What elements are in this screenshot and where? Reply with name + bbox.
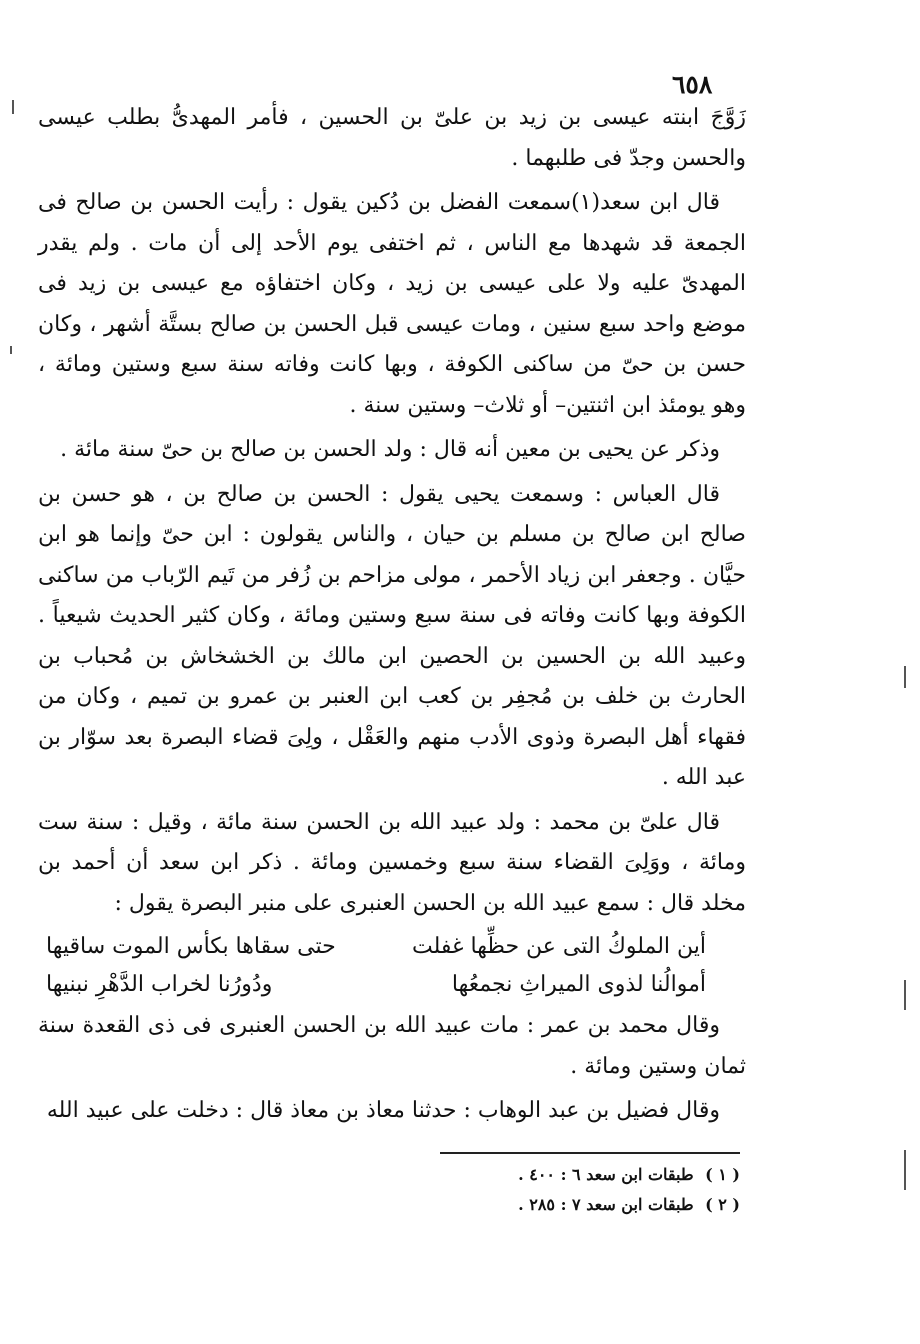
footnote-text: طبقات ابن سعد ٧ : ٢٨٥ . — [518, 1195, 694, 1214]
scan-margin-mark — [10, 346, 12, 354]
verse-second-hemistich: حتى سقاها بكأس الموت ساقيها — [46, 934, 336, 959]
scan-margin-mark — [904, 980, 906, 1010]
verse-first-hemistich: أين الملوكُ التى عن حظِّها غفلت — [412, 934, 706, 959]
scan-margin-mark — [904, 666, 906, 688]
footnote-mark: ( ١ ) — [705, 1165, 740, 1184]
footnote — [440, 1190, 740, 1220]
paragraph: وقال فضيل بن عبد الوهاب : حدثنا معاذ بن معاذ قال : دخلت على عبيد الله — [46, 1098, 720, 1123]
main-text — [38, 98, 746, 1132]
verse-first-hemistich: أموالُنا لذوى الميراثِ نجمعُها — [451, 972, 706, 997]
page-number: ٦٥٨ — [672, 70, 713, 99]
paragraph: قال ابن سعد(١)سمعت الفضل بن دُكين يقول : رأيت الحسن بن صالح فى الجمعة قد شهدها مع الناس ، ثم اختفى يوم الأحد إلى أن مات . ولم يقدر المهدىّ عليه ولا على عيسى بن زيد ، وكان اختفاؤه مع عيسى بن زيد فى موضع واحد سبع سنين ، ومات عيسى قبل الحسن بن صالح بستَّة أشهر ، وكان حسن بن حىّ من ساكنى الكوفة ، وبها كانت وفاته سنة سبع وستين ومائة ، وهو يومئذ ابن اثنتين– أو ثلاث– وستين سنة . — [38, 190, 747, 418]
poem — [38, 928, 746, 1004]
scan-margin-mark — [904, 1150, 906, 1190]
paragraph: قال العباس : وسمعت يحيى يقول : الحسن بن صالح بن ، هو حسن بن صالح ابن صالح بن مسلم بن حيان ، والناس يقولون : ابن حىّ وإنما هو ابن حيَّان . وجعفر ابن زياد الأحمر ، مولى مزاحم بن زُفر من تَيم الرّباب من ساكنى الكوفة وبها كانت وفاته فى سنة سبع وستين ومائة ، وكان كثير الحديث شيعياً . وعبيد الله بن الحسين بن الحصين ابن مالك بن الخشخاش بن مُحباب بن الحارث بن خلف بن مُجفِر بن كعب ابن العنبر بن عمرو بن تميم ، وكان من فقهاء أهل البصرة وذوى الأدب منهم والعَقْل ، ولِىَ قضاء البصرة بعد سوّار بن عبد الله . — [38, 481, 746, 790]
paragraph: قال علىّ بن محمد : ولد عبيد الله بن الحسن سنة مائة ، وقيل : سنة ست ومائة ، ووَلِىَ القضاء سنة سبع وخمسين ومائة . ذكر ابن سعد أن أحمد بن مخلد قال : سمع عبيد الله بن الحسن العنبرى على منبر البصرة يقول : — [38, 809, 746, 916]
footnote — [440, 1160, 740, 1190]
footnote-text: طبقات ابن سعد ٦ : ٤٠٠ . — [518, 1165, 694, 1184]
poem-verse — [38, 966, 746, 1004]
footnote-divider — [440, 1152, 740, 1154]
paragraph: وذكر عن يحيى بن معين أنه قال : ولد الحسن بن صالح بن حىّ سنة مائة . — [60, 437, 720, 462]
scan-margin-mark — [12, 100, 14, 114]
footnotes — [440, 1160, 740, 1220]
poem-verse — [38, 928, 746, 966]
paragraph: وقال محمد بن عمر : مات عبيد الله بن الحسن العنبرى فى ذى القعدة سنة ثمان وستين ومائة . — [38, 1013, 746, 1079]
verse-second-hemistich: ودُورُنا لخراب الدَّهْرِ نبنيها — [46, 972, 273, 997]
paragraph: زَوَّجَ ابنته عيسى بن زيد بن علىّ بن الحسين ، فأمر المهدىُّ بطلب عيسى والحسن وجدّ فى طلبهما . — [38, 105, 746, 171]
footnote-mark: ( ٢ ) — [705, 1195, 740, 1214]
